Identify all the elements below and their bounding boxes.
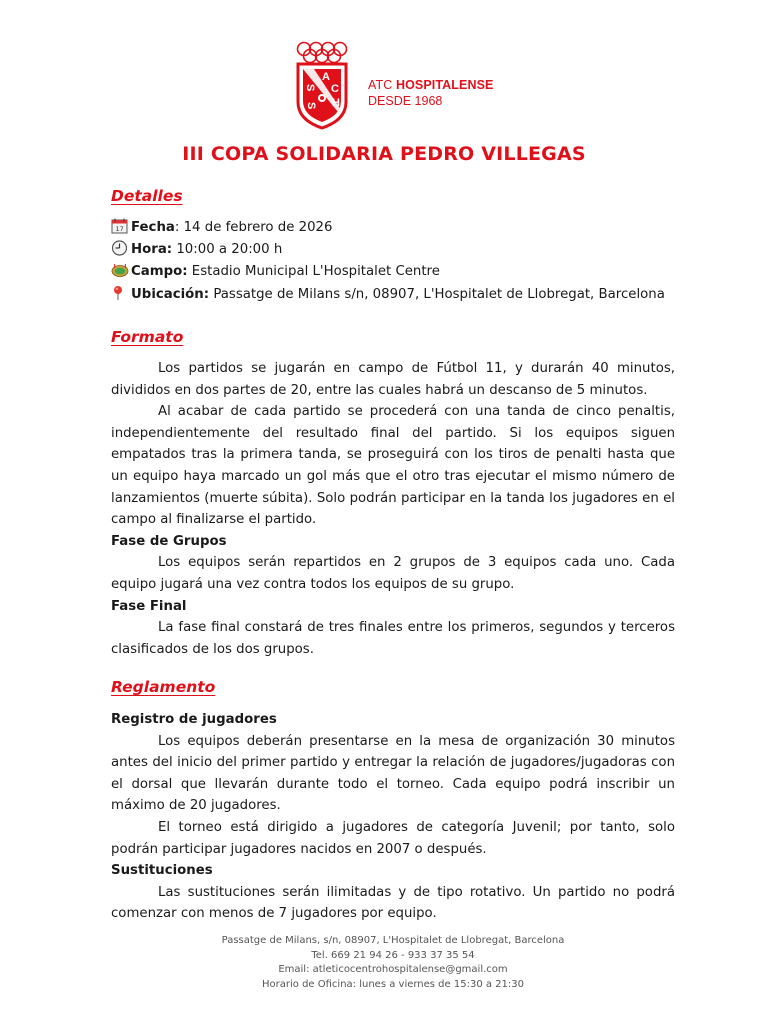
club-name-prefix: ATC bbox=[368, 78, 393, 92]
footer-email: Email: atleticocentrohospitalense@gmail.com bbox=[278, 964, 508, 975]
subheading-fase-grupos: Fase de Grupos bbox=[111, 533, 227, 549]
club-since: DESDE 1968 bbox=[368, 94, 443, 108]
svg-text:A: A bbox=[322, 71, 330, 83]
subheading-fase-final: Fase Final bbox=[111, 598, 187, 614]
detail-label: Ubicación: bbox=[131, 287, 210, 302]
footer-phone: Tel. 669 21 94 26 - 933 37 35 54 bbox=[311, 949, 475, 961]
club-crest-icon bbox=[292, 40, 352, 130]
registro-paragraph-1: Los equipos deberán presentarse en la mesa de organización 30 minutos antes del inicio del primer partido y entregar la relación de jugadores/jugadoras con el dorsal que llevarán durante todo el torneo. Cada equipo podrá inscribir un máximo de 20 jugadores. bbox=[111, 733, 675, 814]
detail-campo bbox=[111, 262, 440, 282]
formato-paragraph-2: Al acabar de cada partido se procederá con una tanda de cinco penaltis, independientemente del resultado final del partido. Si los equipos siguen empatados tras la primera tanda, se proseguirá con los tiros de penalti hasta que un equipo haya marcado un gol más que el otro tras ejecutar el mismo número de lanzamientos (muerte súbita). Solo podrán participar en la tanda los jugadores en el campo al finalizarse el partido. bbox=[111, 404, 675, 528]
stadium-icon bbox=[111, 262, 129, 278]
fase-grupos-text: Los equipos serán repartidos en 2 grupos de 3 equipos cada uno. Cada equipo jugará una vez contra todos los equipos de su grupo. bbox=[111, 555, 675, 592]
section-title-formato: Formato bbox=[111, 328, 184, 346]
detail-value: Passatge de Milans s/n, 08907, L'Hospitalet de Llobregat, Barcelona bbox=[209, 287, 665, 302]
formato-paragraph-1: Los partidos se jugarán en campo de Fútbol 11, y durarán 40 minutos, divididos en dos partes de 20, entre las cuales habrá un descanso de 5 minutos. bbox=[111, 361, 675, 398]
detail-label: Fecha bbox=[131, 220, 175, 235]
subheading-registro: Registro de jugadores bbox=[111, 712, 277, 727]
registro-paragraph-2: El torneo está dirigido a jugadores de categoría Juvenil; por tanto, solo podrán participar jugadores nacidos en 2007 o después. bbox=[111, 819, 675, 857]
svg-text:17: 17 bbox=[115, 225, 124, 233]
detail-label: Hora: bbox=[131, 242, 173, 257]
subheading-sustituciones: Sustituciones bbox=[111, 863, 213, 879]
calendar-icon bbox=[111, 218, 129, 234]
footer-address: Passatge de Milans, s/n, 08907, L'Hospitalet de Llobregat, Barcelona bbox=[221, 935, 565, 946]
detail-fecha bbox=[111, 218, 332, 238]
detail-label: Campo: bbox=[131, 264, 188, 279]
detail-value: 14 de febrero de 2026 bbox=[179, 220, 333, 235]
sustituciones-text: Las sustituciones serán ilimitadas y de tipo rotativo. Un partido no podrá comenzar con menos de 7 jugadores por equipo. bbox=[111, 884, 675, 922]
section-title-reglamento: Reglamento bbox=[111, 678, 216, 696]
detail-sep: : bbox=[174, 220, 180, 235]
clock-icon bbox=[111, 240, 129, 256]
club-name bbox=[368, 77, 493, 109]
footer-hours: Horario de Oficina: lunes a viernes de 15:30 a 21:30 bbox=[262, 978, 524, 990]
svg-text:C: C bbox=[331, 83, 339, 95]
section-title-detalles: Detalles bbox=[111, 187, 183, 205]
formato-body bbox=[111, 358, 675, 660]
page-footer bbox=[0, 934, 768, 992]
club-name-main: HOSPITALENSE bbox=[395, 78, 494, 92]
svg-text:H: H bbox=[332, 97, 340, 109]
page-title: III COPA SOLIDARIA PEDRO VILLEGAS bbox=[182, 143, 586, 165]
fase-final-text: La fase final constará de tres finales entre los primeros, segundos y terceros clasificados de los dos grupos. bbox=[111, 620, 675, 657]
detail-hora bbox=[111, 240, 282, 260]
detail-ubicacion bbox=[111, 285, 665, 305]
club-logo bbox=[292, 40, 512, 140]
reglamento-body bbox=[111, 709, 675, 925]
pin-icon bbox=[111, 285, 129, 301]
svg-text:S: S bbox=[305, 102, 317, 110]
detail-value: Estadio Municipal L'Hospitalet Centre bbox=[187, 264, 440, 279]
detail-value: 10:00 a 20:00 h bbox=[172, 242, 283, 257]
svg-text:S: S bbox=[304, 84, 316, 92]
